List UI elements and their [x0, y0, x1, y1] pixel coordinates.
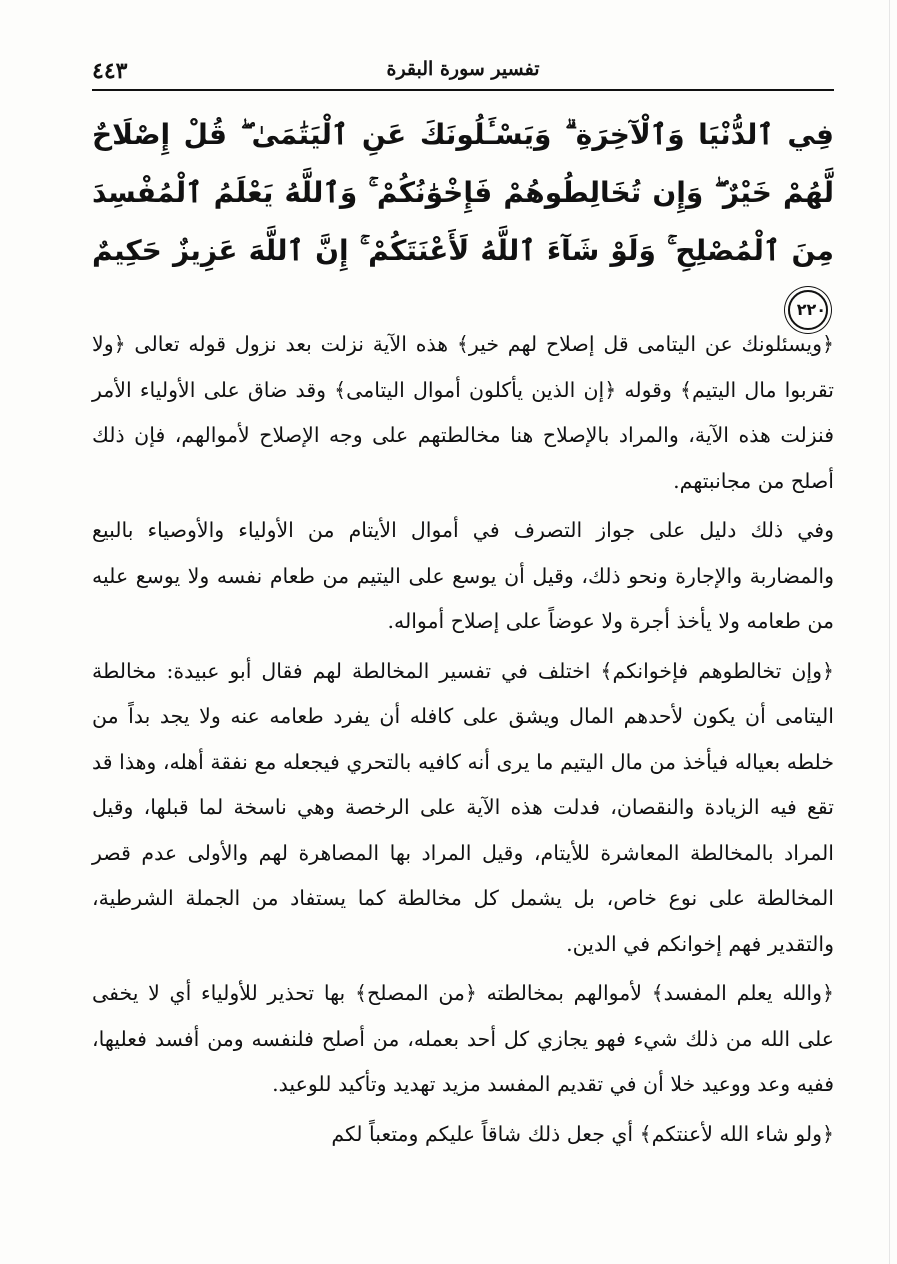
- commentary-paragraph: ﴿والله يعلم المفسد﴾ لأموالهم بمخالطته ﴿من المصلح﴾ بها تحذير للأولياء أي لا يخفى على الله من ذلك شيء فهو يجازي كل أحد بعمله، من أصلح فلنفسه ومن أفسد فعليها، ففيه وعد ووعيد خلا أن في تقديم المفسد مزيد تهديد وتأكيد للوعيد.: [92, 981, 834, 1096]
- ayah-number-marker: ٢٢٠: [788, 290, 828, 330]
- verse-text: فِي ٱلدُّنْيَا وَٱلْآخِرَةِ ۗ وَيَسْـَٔلُونَكَ عَنِ ٱلْيَتَٰمَىٰ ۖ قُلْ إِصْلَاحٌ لَّهُمْ خَيْرٌ ۖ وَإِن تُخَالِطُوهُمْ فَإِخْوَٰنُكُمْ ۚ وَٱللَّهُ يَعْلَمُ ٱلْمُفْسِدَ مِنَ ٱلْمُصْلِحِ ۚ وَلَوْ شَآءَ ٱللَّهُ لَأَعْنَتَكُمْ ۚ إِنَّ ٱللَّهَ عَزِيزٌ حَكِيمٌ: [92, 118, 834, 267]
- page-edge: [889, 0, 890, 1264]
- running-title: تفسير سورة البقرة: [386, 58, 540, 80]
- commentary-body: [92, 322, 834, 1157]
- commentary-paragraph: ﴿ولو شاء الله لأعنتكم﴾ أي جعل ذلك شاقاً عليكم ومتعباً لكم: [331, 1121, 834, 1146]
- page-header: [92, 58, 834, 88]
- commentary-paragraph: ﴿وإن تخالطوهم فإخوانكم﴾ اختلف في تفسير المخالطة لهم فقال أبو عبيدة: مخالطة اليتامى أن يكون لأحدهم المال ويشق على كافله أن يفرد طعامه عنه ولا يجد بداً من خلطه بعياله فيأخذ من مال اليتيم ما يرى أنه كافيه بالتحري فيجعله مع نفقة أهله، وهذا قد تقع فيه الزيادة والنقصان، فدلت هذه الآية على الرخصة وهي ناسخة لما قبلها، وقيل المراد بالمخالطة المعاشرة للأيتام، وقيل المراد بها المصاهرة لهم والأولى عدم قصر المخالطة على نوع خاص، بل يشمل كل مخالطة كما يستفاد من الجملة الشرطية، والتقدير فهم إخوانكم في الدين.: [92, 658, 834, 956]
- header-divider: [92, 89, 834, 91]
- commentary-paragraph: ﴿ويسئلونك عن اليتامى قل إصلاح لهم خير﴾ هذه الآية نزلت بعد نزول قوله تعالى ﴿ولا تقربوا مال اليتيم﴾ وقوله ﴿إن الذين يأكلون أموال اليتامى﴾ وقد ضاق على الأولياء الأمر فنزلت هذه الآية، والمراد بالإصلاح هنا مخالطتهم على وجه الإصلاح لأموالهم، فإن ذلك أصلح من مجانبتهم.: [92, 332, 834, 493]
- quran-verse: [92, 106, 834, 338]
- page-number: ٤٤٣: [92, 58, 128, 84]
- commentary-paragraph: وفي ذلك دليل على جواز التصرف في أموال الأيتام من الأولياء والأوصياء بالبيع والمضاربة والإجارة ونحو ذلك، وقيل أن يوسع على اليتيم من طعام نفسه ولا يوسع عليه من طعامه ولا يأخذ أجرة ولا عوضاً على إصلاح أمواله.: [92, 518, 834, 633]
